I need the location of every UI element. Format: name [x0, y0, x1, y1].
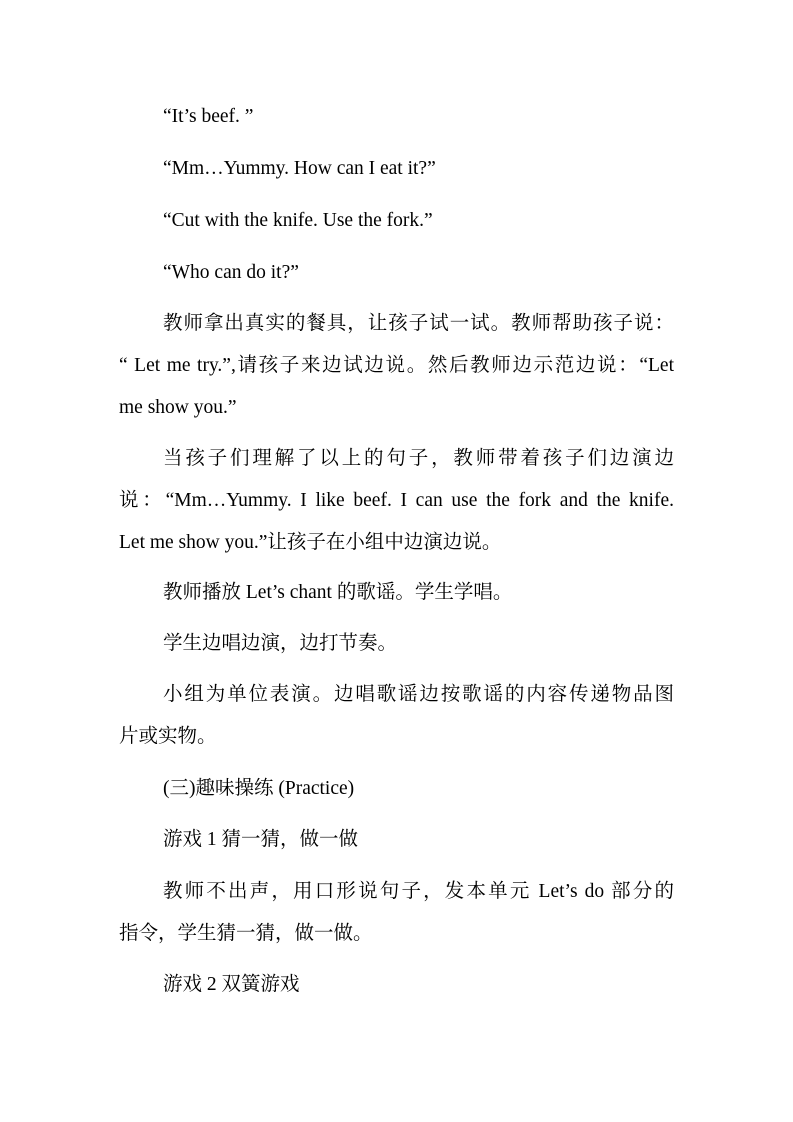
paragraph-3: 教师播放 Let’s chant 的歌谣。学生学唱。 — [163, 582, 513, 603]
paragraph-1-line-2: “ Let me try.”,请孩子来边试边说。然后教师边示范边说：“Let — [119, 355, 674, 376]
paragraph-2-line-1: 当孩子们理解了以上的句子，教师带着孩子们边演边 — [163, 448, 674, 469]
paragraph-2-line-3: Let me show you.”让孩子在小组中边演边说。 — [119, 532, 502, 553]
paragraph-6-line-2: 指令，学生猜一猜，做一做。 — [119, 923, 373, 944]
game-1-heading: 游戏 1 猜一猜，做一做 — [163, 829, 359, 850]
paragraph-5-line-1: 小组为单位表演。边唱歌谣边按歌谣的内容传递物品图 — [163, 684, 674, 705]
paragraph-1-line-1: 教师拿出真实的餐具，让孩子试一试。教师帮助孩子说： — [163, 313, 674, 334]
paragraph-4: 学生边唱边演，边打节奏。 — [163, 633, 398, 654]
paragraph-1-line-3: me show you.” — [119, 397, 237, 418]
dialogue-line-1: “It’s beef. ” — [163, 106, 254, 127]
game-2-heading: 游戏 2 双簧游戏 — [163, 974, 300, 995]
paragraph-2-line-2: 说：“Mm…Yummy. I like beef. I can use the fork and the knife. — [119, 490, 674, 511]
paragraph-5-line-2: 片或实物。 — [119, 726, 217, 747]
dialogue-line-3: “Cut with the knife. Use the fork.” — [163, 210, 433, 231]
dialogue-line-2: “Mm…Yummy. How can I eat it?” — [163, 158, 436, 179]
section-heading-practice: (三)趣味操练 (Practice) — [163, 778, 355, 799]
dialogue-line-4: “Who can do it?” — [163, 262, 299, 283]
paragraph-6-line-1: 教师不出声，用口形说句子，发本单元 Let’s do 部分的 — [163, 881, 674, 902]
